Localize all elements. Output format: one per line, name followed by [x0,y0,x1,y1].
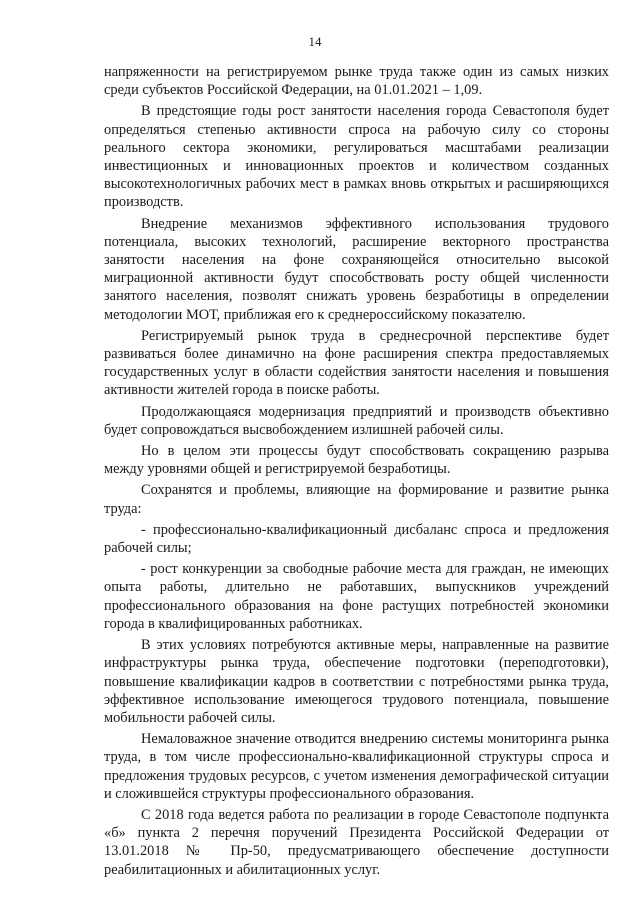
paragraph-labor-potential: Внедрение механизмов эффективного использования трудового потенциала, высоких технологий, расширение векторного пространства занятости населения на фоне сохраняющейся относительно высокой миграционной активности будут способствовать росту общей численности занятого населения, позволят снижать уровень безработицы в определении методологии МОТ, приближая его к среднероссийскому показателю. [104,215,609,323]
paragraph-active-measures: В этих условиях потребуются активные меры, направленные на развитие инфраструктуры рынка труда, обеспечение подготовки (переподготовки), повышение квалификации кадров в соответствии с потребностями рынка труда, эффективное использование имеющегося трудового потенциала, повышение мобильности рабочей силы. [104,637,609,726]
paragraph-monitoring: Немаловажное значение отводится внедрению системы мониторинга рынка труда, в том числе профессионально-квалификационной структуры спроса и предложения трудовых ресурсов, с учетом изменения демографической ситуации и сложившейся структуры профессионального образования. [104,731,609,802]
paragraph-employment-growth: В предстоящие годы рост занятости населения города Севастополя будет определяться степенью активности спроса на рабочую силу со стороны реального сектора экономики, регулироваться масштабами реализации инвестиционных и инновационных проектов и количеством созданных высокотехнологичных рабочих мест в рамках вновь открытых и расширяющихся производств. [104,103,609,211]
list-item-competition: - рост конкуренции за свободные рабочие места для граждан, не имеющих опыта работы, длительно не работавших, выпускников учреждений профессионального образования на фоне растущих потребностей экономики города в квалифицированных работниках. [104,561,609,632]
paragraph-registered-market: Регистрируемый рынок труда в среднесрочной перспективе будет развиваться более динамично на фоне расширения спектра предоставляемых государственных услуг в области содействия занятости населения и повышения активности жителей города в поиске работы. [104,327,609,399]
list-item-imbalance: - профессионально-квалификационный дисбаланс спроса и предложения рабочей силы; [104,521,609,557]
paragraph-presidential-order: С 2018 года ведется работа по реализации в городе Севастополе подпункта «б» пункта 2 перечня поручений Президента Российской Федерации от 13.01.2018 № Пр-50, предусматривающего обеспечение доступности реабилитационных и абилитационных услуг. [104,806,609,878]
page-number: 14 [308,34,322,49]
paragraph-modernization: Продолжающаяся модернизация предприятий и производств объективно будет сопровождаться высвобождением излишней рабочей силы. [104,403,609,438]
paragraph-gap-reduction: Но в целом эти процессы будут способствовать сокращению разрыва между уровнями общей и регистрируемой безработицы. [104,443,609,478]
paragraph-problems-intro: Сохранятся и проблемы, влияющие на формирование и развитие рынка труда: [104,482,609,517]
paragraph-continuation: напряженности на регистрируемом рынке труда также один из самых низких среди субъектов Российской Федерации, на 01.01.2021 – 1,09. [104,64,609,99]
document-body [104,63,609,882]
